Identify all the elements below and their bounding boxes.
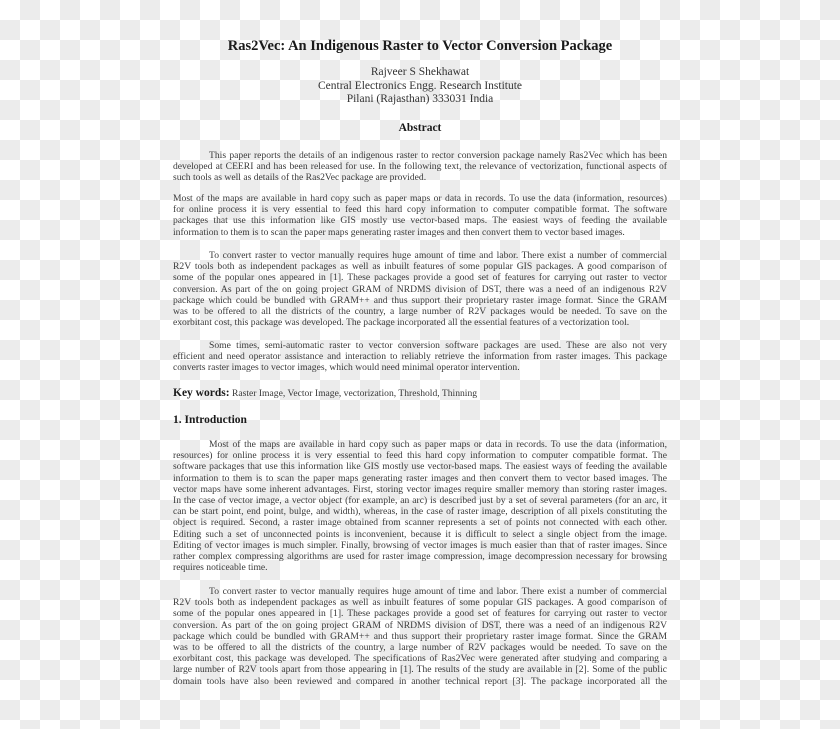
text-line: rather complex compressing algorithms are used for raster image compression, image decompression necessary for browsing — [173, 550, 667, 562]
text-line: converts raster images to vector images, which would need minimal operator intervention. — [173, 362, 520, 374]
text-line: package which could be bundled with GRAM++ and thus support their proprietary raster image format. Since the GRAM — [173, 294, 667, 306]
text-line: information to them is to scan the paper maps generating raster images and then convert them to vector based images. The — [173, 472, 667, 484]
text-line: To convert raster to vector manually requires huge amount of time and labor. There exist a number of commercial — [209, 586, 667, 597]
text-line: Some times, semi-automatic raster to vector conversion software packages are used. These are also not very — [209, 340, 667, 351]
text-line: for online process it is very essential to feed this hard copy information to computer compatible format. The software — [173, 204, 667, 216]
text-line: exorbitant cost, this package was developed. The package incorporated all the essential features of a vectorization tool. — [173, 317, 630, 329]
text-line: Most of the maps are available in hard copy such as paper maps or data in records. To use the data (information, — [209, 439, 667, 450]
text-line: some of the popular ones appeared in [1]. These packages provide a good set of features for carrying out raster to vector — [173, 272, 667, 284]
text-line: object is required. Second, a raster image obtained from scanner represents a set of points not connected with each other. — [173, 517, 667, 529]
abstract-paragraph — [173, 250, 667, 328]
text-line: Editing such a set of unconnected points is inconvenient, because it is difficult to select a single object from the image. — [173, 528, 667, 540]
text-line: such tools as well as details of the Ras2Vec package are provided. — [173, 172, 427, 184]
text-line: package which could be bundled with GRAM++ and thus support their proprietary raster image format. Since the GRAM — [173, 630, 667, 642]
keywords-label: Key words: — [173, 387, 230, 399]
abstract-paragraph — [173, 193, 667, 238]
author-affiliation: Central Electronics Engg. Research Institute — [317, 79, 523, 92]
text-line: In the case of vector image, a vector object (for example, an arc) is described just by a set of several parameters (for an arc, it — [173, 494, 667, 506]
text-line: R2V tools both as independent packages as well as inbuilt features of some popular GIS packages. A good comparison of — [173, 261, 667, 273]
author-name: Rajveer S Shekhawat — [370, 66, 470, 78]
keywords-value: Raster Image, Vector Image, vectorization, Threshold, Thinning — [231, 388, 478, 399]
text-line: Most of the maps are available in hard copy such as paper maps or data in records. To use the data (information, resources) — [173, 193, 667, 204]
text-line: conversion. As part of the on going project GRAM of NRDMS division of DST, there was a need of an indigenous R2V — [173, 619, 667, 631]
text-line: requires noticeable time. — [173, 562, 268, 574]
text-line: was to be offered to all the districts of the country, a large number of R2V packages would be needed. To save on the — [173, 305, 667, 317]
text-line: information to them is to scan the paper maps generating raster images and then convert them to vector based images. — [173, 226, 625, 238]
intro-paragraph — [173, 439, 667, 573]
author-location: Pilani (Rajasthan) 333031 India — [346, 93, 494, 105]
section-heading: 1. Introduction — [173, 414, 247, 426]
text-line: software packages that use this information like GIS mostly use vector-based maps. The easiest ways of feeding the available — [173, 461, 667, 473]
text-line: exorbitant cost, this package was developed. The specifications of Ras2Vec were generated after studying and comparing a — [173, 653, 667, 665]
text-line: resources) for online process it is very essential to feed this hard copy information to computer compatible format. The — [173, 450, 667, 462]
text-line: To convert raster to vector manually requires huge amount of time and labor. There exist a number of commercial — [209, 250, 667, 261]
text-line: conversion. As part of the on going project GRAM of NRDMS division of DST, there was a need of an indigenous R2V — [173, 283, 667, 295]
text-line: efficient and need operator assistance and interaction to reliably retrieve the information from raster images. This package — [173, 351, 667, 363]
text-line: This paper reports the details of an indigenous raster to rector conversion package namely Ras2Vec which has been — [209, 150, 667, 161]
text-line: vector maps have some inherent advantages. First, storing vector images require smaller memory than storing raster images. — [173, 483, 667, 495]
paper-title: Ras2Vec: An Indigenous Raster to Vector Conversion Package — [227, 38, 613, 54]
text-line: was to be offered to all the districts of the country, a large number of R2V packages would be needed. To save on the — [173, 641, 667, 653]
text-line: domain tools have also been reviewed and compared in another technical report [3]. The package incorporated all the — [173, 675, 667, 687]
author-block — [160, 66, 680, 107]
text-line: packages that use this information like GIS mostly use vector-based maps. The easiest ways of feeding the available — [173, 215, 667, 227]
text-line: large number of R2V tools apart from those appearing in [1]. The results of the study are available in [2]. Some of the public — [173, 664, 667, 676]
text-line: developed at CEERI and has been released for use. In the following text, the relevance of vectorization, functional aspects of — [173, 161, 667, 173]
intro-paragraph — [173, 586, 667, 687]
text-line: some of the popular ones appeared in [1]. These packages provide a good set of features for carrying out raster to vector — [173, 608, 667, 620]
text-line: Editing of vector images is much simpler. Finally, browsing of vector images is much easier than that of raster images. Since — [173, 539, 667, 551]
abstract-paragraph — [173, 340, 667, 374]
text-line: can be start point, end point, bulge, and width), whereas, in the case of raster image, description of all pixels constituting the — [173, 506, 667, 518]
keywords — [173, 387, 477, 399]
abstract-paragraph — [173, 150, 667, 184]
abstract-heading: Abstract — [398, 122, 442, 134]
text-line: R2V tools both as independent packages as well as inbuilt features of some popular GIS packages. A good comparison of — [173, 597, 667, 609]
